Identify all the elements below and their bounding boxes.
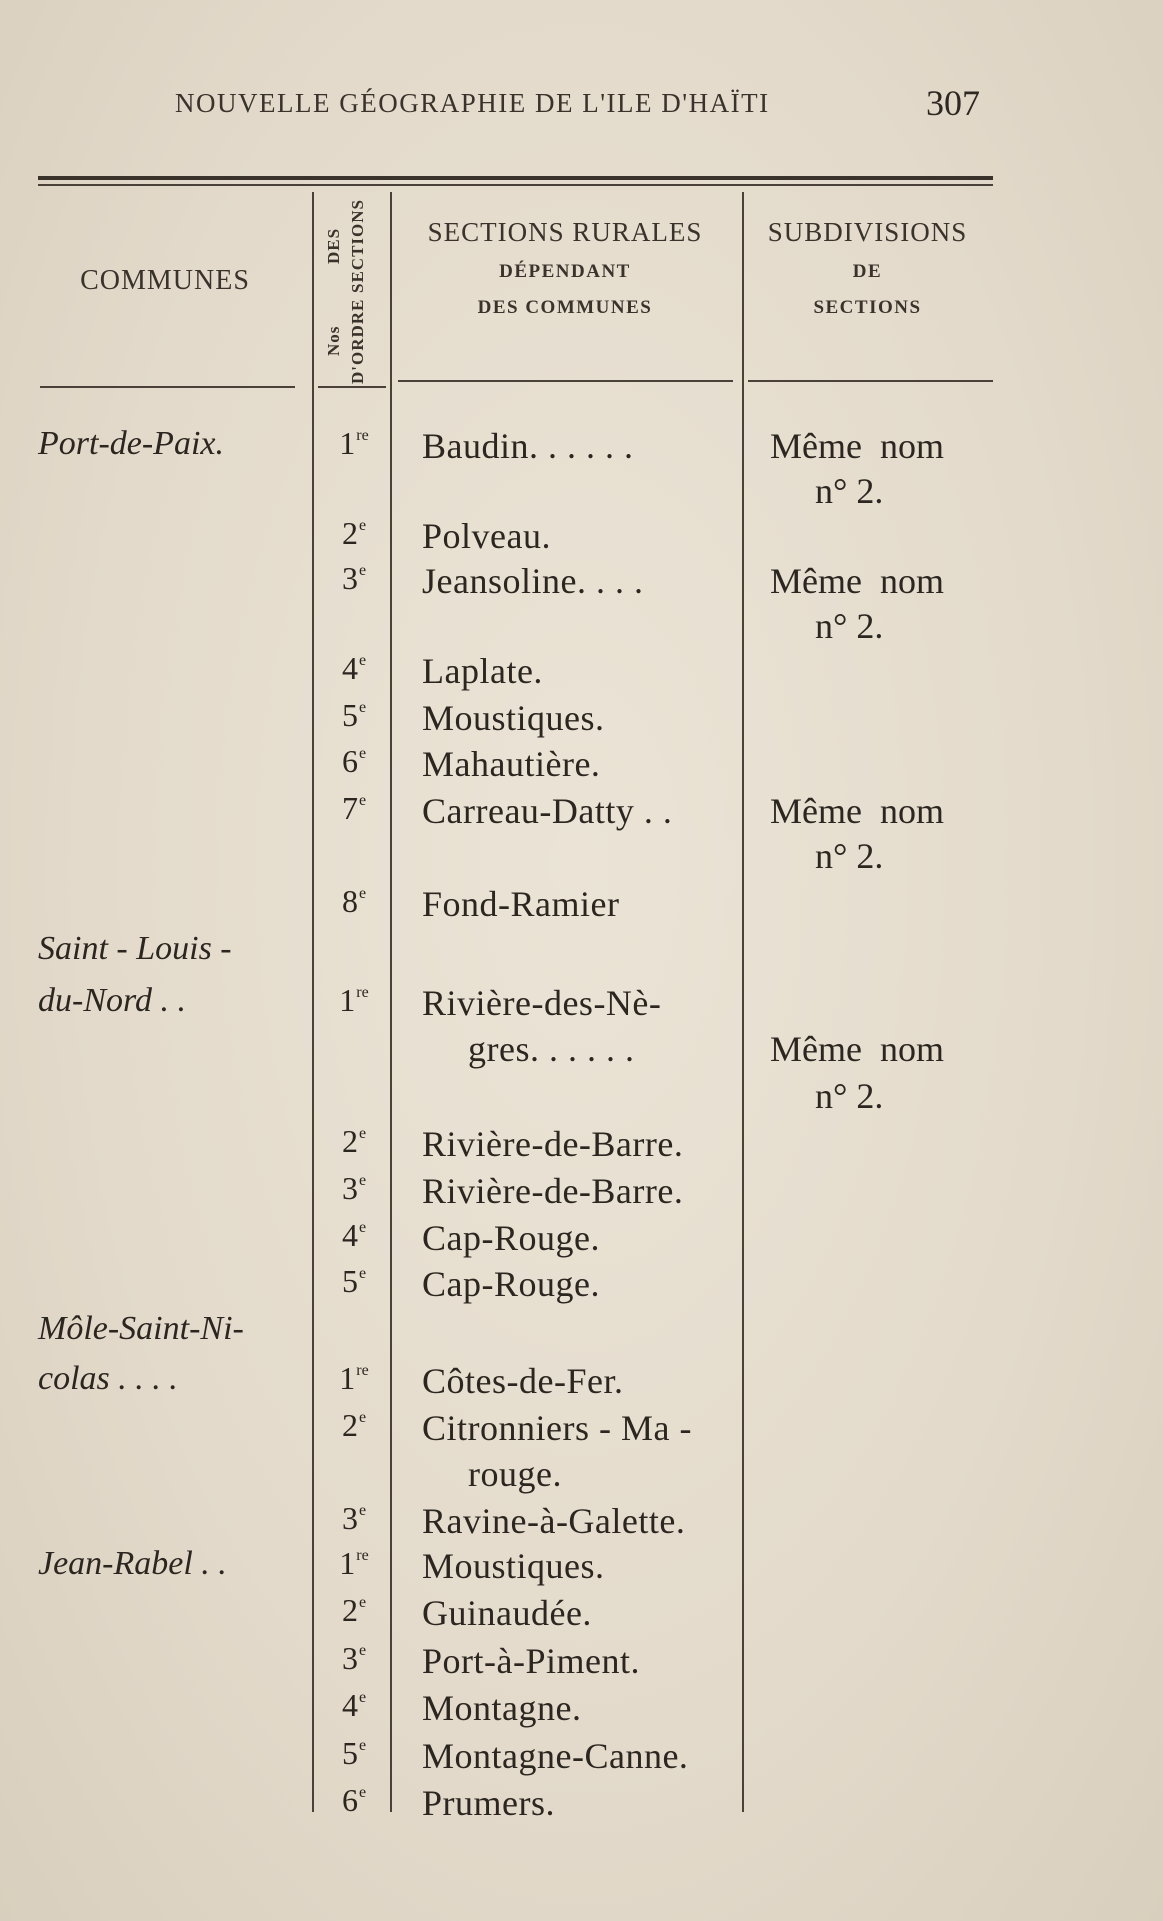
- header-subdiv-title: SUBDIVISIONS: [767, 217, 968, 247]
- commune-cell: Môle-Saint-Ni-: [38, 1310, 244, 1347]
- header-subdivisions: [745, 214, 990, 330]
- table-row: [0, 790, 1163, 836]
- commune-cell: Jean-Rabel . .: [38, 1545, 227, 1582]
- header-nos-line1: Nos D'ORDRE: [324, 298, 367, 384]
- ordinal-suffix: e: [358, 517, 367, 534]
- rural-section-cell: Citronniers - Ma -: [422, 1408, 692, 1448]
- rural-section-cell: Rivière-de-Barre.: [422, 1124, 684, 1164]
- rural-section-cell: Moustiques.: [422, 698, 605, 738]
- rural-section-cell: Cap-Rouge.: [422, 1218, 600, 1258]
- rural-section-cell: Prumers.: [422, 1783, 555, 1823]
- table-row: [0, 1545, 1163, 1591]
- rural-section-cell: Rivière-des-Nè-: [422, 983, 662, 1023]
- ordinal-suffix: e: [358, 699, 367, 716]
- ordinal-suffix: e: [358, 1125, 367, 1142]
- header-nos-line2: DES SECTIONS: [324, 199, 367, 294]
- section-number-cell: [318, 470, 390, 507]
- section-number: 7: [341, 790, 358, 826]
- header-subdiv-sub2: SECTIONS: [813, 297, 922, 318]
- section-number-cell: [318, 1028, 390, 1065]
- ordinal-suffix: e: [358, 1502, 367, 1519]
- section-number: 3: [341, 1170, 358, 1206]
- ordinal-suffix: e: [358, 1784, 367, 1801]
- table-row: [0, 1263, 1163, 1309]
- header-section-numbers: [316, 196, 376, 386]
- section-number: 1: [339, 1360, 356, 1396]
- section-number-cell: [318, 835, 390, 872]
- rural-section-cell: Montagne.: [422, 1688, 582, 1728]
- table-row: [0, 1735, 1163, 1781]
- section-number-cell: [318, 1782, 390, 1819]
- subdivision-cell: Même nom: [770, 426, 944, 466]
- table-row: [0, 1640, 1163, 1686]
- header-sections-sub2: DES COMMUNES: [477, 297, 653, 318]
- table-row: [0, 1453, 1163, 1499]
- header-subdiv-sub1: DE: [852, 261, 883, 282]
- commune-cell: du-Nord . .: [38, 982, 186, 1019]
- ordinal-suffix: e: [358, 885, 367, 902]
- section-number-cell: [318, 560, 390, 597]
- section-number-cell: [318, 790, 390, 827]
- section-number-cell: [318, 1170, 390, 1207]
- rural-section-cell: Polveau.: [422, 516, 551, 556]
- section-number: 3: [341, 1640, 358, 1676]
- rural-section-cell: Rivière-de-Barre.: [422, 1171, 684, 1211]
- section-number-cell: [318, 1263, 390, 1300]
- table-row: [0, 697, 1163, 743]
- header-underline-nos: [318, 386, 386, 388]
- rural-section-cell: Côtes-de-Fer.: [422, 1361, 624, 1401]
- commune-cell: colas . . . .: [38, 1360, 178, 1397]
- section-number-cell: [318, 1640, 390, 1677]
- section-number-cell: [318, 697, 390, 734]
- section-number: 1: [339, 1545, 356, 1581]
- page-number: 307: [926, 83, 980, 123]
- table-row: [0, 1500, 1163, 1546]
- section-number-cell: [318, 1500, 390, 1537]
- section-number-cell: [318, 1453, 390, 1490]
- section-number-cell: [318, 1592, 390, 1629]
- section-number-cell: [318, 1217, 390, 1254]
- table-row: [0, 1687, 1163, 1733]
- table-row: [0, 930, 1163, 976]
- table-row: [0, 982, 1163, 1028]
- table-row: [0, 425, 1163, 471]
- rural-section-cell: Baudin. . . . . .: [422, 426, 634, 466]
- ordinal-suffix: e: [358, 1172, 367, 1189]
- table-row: [0, 1217, 1163, 1263]
- rural-section-cell: Laplate.: [422, 651, 543, 691]
- section-number: 1: [339, 982, 356, 1018]
- table-row: [0, 650, 1163, 696]
- subdivision-cell: Même nom: [770, 791, 944, 831]
- section-number-cell: [318, 1545, 390, 1582]
- section-number-cell: [318, 1407, 390, 1444]
- table-row: [0, 560, 1163, 606]
- table-row: [0, 1310, 1163, 1356]
- running-head: NOUVELLE GÉOGRAPHIE DE L'ILE D'HAÏTI: [175, 88, 770, 118]
- header-rule-thick: [38, 176, 993, 180]
- subdivision-cell: Même nom: [770, 561, 944, 601]
- ordinal-suffix: e: [358, 1265, 367, 1282]
- section-number: 5: [341, 697, 358, 733]
- table-row: [0, 835, 1163, 881]
- section-number: 5: [341, 1735, 358, 1771]
- header-communes: COMMUNES: [80, 265, 250, 296]
- subdivision-cell: n° 2.: [815, 471, 884, 511]
- rural-section-cell: Moustiques.: [422, 1546, 605, 1586]
- section-number-cell: [318, 982, 390, 1019]
- section-number-cell: [318, 515, 390, 552]
- section-number-cell: [318, 1075, 390, 1112]
- section-number: 8: [341, 883, 358, 919]
- ordinal-suffix: e: [358, 1594, 367, 1611]
- table-row: [0, 883, 1163, 929]
- table-row: [0, 1782, 1163, 1828]
- ordinal-suffix: e: [358, 1219, 367, 1236]
- section-number-cell: [318, 650, 390, 687]
- section-number-cell: [318, 1360, 390, 1397]
- ordinal-suffix: e: [358, 792, 367, 809]
- section-number: 2: [341, 1592, 358, 1628]
- section-number-cell: [318, 1123, 390, 1160]
- rural-section-cell: Jeansoline. . . .: [422, 561, 644, 601]
- header-underline-communes: [40, 386, 295, 388]
- section-number: 6: [341, 743, 358, 779]
- table-row: [0, 1075, 1163, 1121]
- header-sections-sub1: DÉPENDANT: [499, 261, 631, 282]
- commune-cell: Port-de-Paix.: [38, 425, 224, 462]
- section-number-cell: [318, 425, 390, 462]
- subdivision-cell: n° 2.: [815, 1076, 884, 1116]
- header-sections-title: SECTIONS RURALES: [427, 217, 703, 247]
- table-row: [0, 1592, 1163, 1638]
- section-number: 4: [341, 650, 358, 686]
- table-row: [0, 1123, 1163, 1169]
- section-number-cell: [318, 930, 390, 967]
- ordinal-suffix: e: [358, 1689, 367, 1706]
- section-number-cell: [318, 1687, 390, 1724]
- table-row: [0, 1407, 1163, 1453]
- section-number: 2: [341, 515, 358, 551]
- table-row: [0, 1360, 1163, 1406]
- header-underline-subdiv: [748, 380, 993, 382]
- ordinal-suffix: e: [358, 562, 367, 579]
- rural-section-cell: gres. . . . . .: [468, 1029, 635, 1069]
- section-number: 2: [341, 1407, 358, 1443]
- table-row: [0, 515, 1163, 561]
- table-row: [0, 743, 1163, 789]
- section-number-cell: [318, 605, 390, 642]
- rural-section-cell: Port-à-Piment.: [422, 1641, 640, 1681]
- section-number: 4: [341, 1687, 358, 1723]
- rural-section-cell: Montagne-Canne.: [422, 1736, 689, 1776]
- section-number-cell: [318, 883, 390, 920]
- ordinal-suffix: re: [356, 984, 369, 1001]
- ordinal-suffix: re: [356, 427, 369, 444]
- section-number-cell: [318, 743, 390, 780]
- section-number: 5: [341, 1263, 358, 1299]
- section-number-cell: [318, 1310, 390, 1347]
- ordinal-suffix: e: [358, 1409, 367, 1426]
- table-row: [0, 605, 1163, 651]
- section-number: 3: [341, 560, 358, 596]
- ordinal-suffix: re: [356, 1547, 369, 1564]
- ordinal-suffix: e: [358, 1642, 367, 1659]
- rural-section-cell: Ravine-à-Galette.: [422, 1501, 686, 1541]
- section-number: 6: [341, 1782, 358, 1818]
- rural-section-cell: Fond-Ramier: [422, 884, 620, 924]
- ordinal-suffix: re: [356, 1362, 369, 1379]
- ordinal-suffix: e: [358, 745, 367, 762]
- section-number: 4: [341, 1217, 358, 1253]
- subdivision-cell: n° 2.: [815, 836, 884, 876]
- rural-section-cell: Guinaudée.: [422, 1593, 592, 1633]
- section-number: 2: [341, 1123, 358, 1159]
- commune-cell: Saint - Louis -: [38, 930, 232, 967]
- table-row: [0, 1170, 1163, 1216]
- ordinal-suffix: e: [358, 1737, 367, 1754]
- table-row: [0, 1028, 1163, 1074]
- section-number: 1: [339, 425, 356, 461]
- header-underline-sections: [398, 380, 733, 382]
- rural-section-cell: rouge.: [468, 1454, 562, 1494]
- header-rule-thin: [38, 184, 993, 186]
- section-number: 3: [341, 1500, 358, 1536]
- ordinal-suffix: e: [358, 652, 367, 669]
- subdivision-cell: Même nom: [770, 1029, 944, 1069]
- header-rural-sections: [395, 214, 735, 330]
- subdivision-cell: n° 2.: [815, 606, 884, 646]
- table-row: [0, 470, 1163, 516]
- rural-section-cell: Carreau-Datty . .: [422, 791, 673, 831]
- section-number-cell: [318, 1735, 390, 1772]
- rural-section-cell: Cap-Rouge.: [422, 1264, 600, 1304]
- rural-section-cell: Mahautière.: [422, 744, 601, 784]
